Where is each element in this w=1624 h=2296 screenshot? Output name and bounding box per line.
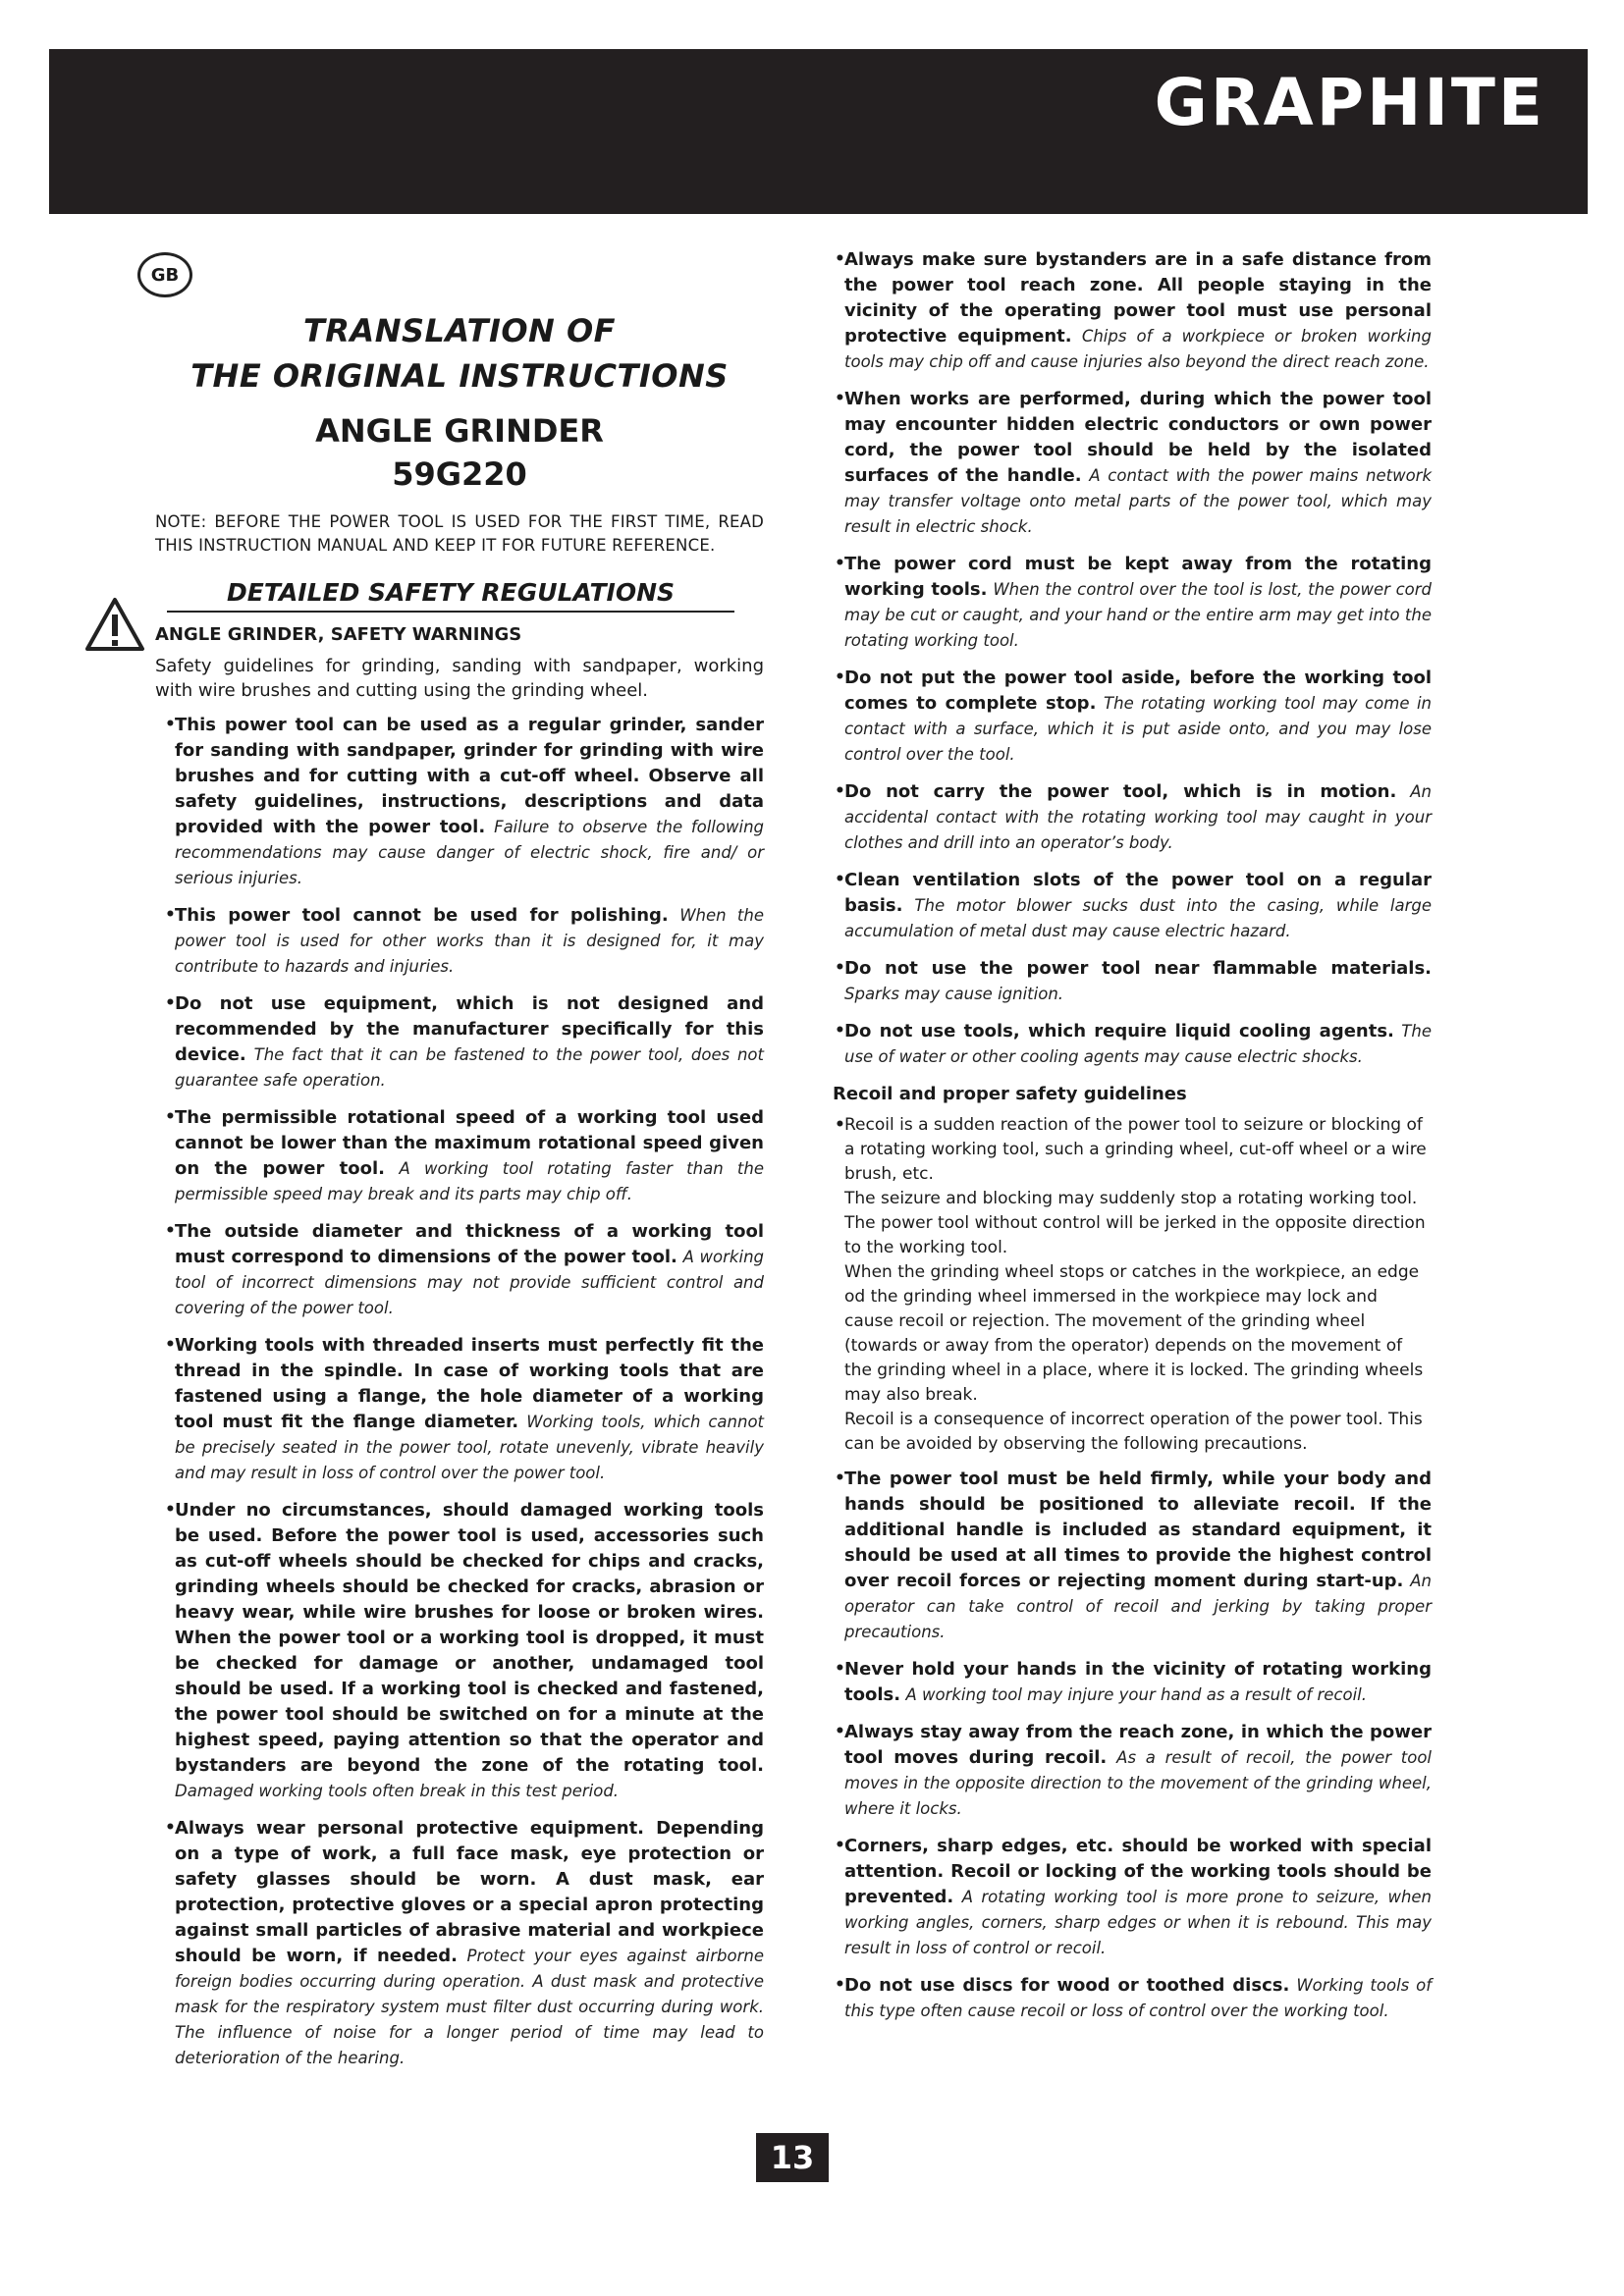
list-item: • Do not put the power tool aside, before the working tool comes to complete stop. The rotating working tool may come in contact with a surface, which it is put aside onto, and you may lose control over the tool. [844, 666, 1432, 768]
list-item: • This power tool can be used as a regular grinder, sander for sanding with sandpaper, grinder for grinding with wire brushes and for cutting with a cut-off wheel. Observe all safety guidelines, instructions, descriptions and data provided with the power tool. Failure to observe the following recommendations may cause danger of electric shock, fire and/ or serious injuries. [175, 713, 764, 891]
list-item: • When works are performed, during which the power tool may encounter hidden electric conductors or own power cord, the power tool should be held by the isolated surfaces of the handle. A contact with the power mains network may transfer voltage onto metal parts of the power tool, which may result in electric shock. [844, 387, 1432, 540]
list-item: • The power cord must be kept away from the rotating working tools. When the control over the tool is lost, the power cord may be cut or caught, and your hand or the entire arm may get into the rotating working tool. [844, 552, 1432, 654]
brand-logo: GRAPHITE [1154, 65, 1545, 140]
section-title: DETAILED SAFETY REGULATIONS [167, 577, 734, 613]
title-line-1: TRANSLATION OF [302, 312, 617, 349]
list-item: • Do not use equipment, which is not designed and recommended by the manufacturer specifically for this device. The fact that it can be fastened to the power tool, does not guarantee safe operation. [175, 991, 764, 1094]
list-item: • The power tool must be held firmly, while your body and hands should be positioned to alleviate recoil. If the additional handle is included as standard equipment, it should be used at all times to provide the highest control over recoil forces or rejecting moment during start-up. An operator can take control of recoil and jerking by taking proper precautions. [844, 1467, 1432, 1645]
list-item: • This power tool cannot be used for polishing. When the power tool is used for other works than it is designed for, it may contribute to hazards and injuries. [175, 903, 764, 980]
intro-paragraph: Safety guidelines for grinding, sanding with sandpaper, working with wire brushes and cutting using the grinding wheel. [155, 656, 764, 701]
page-number: 13 [756, 2133, 829, 2182]
list-item: • Always stay away from the reach zone, in which the power tool moves during recoil. As a result of recoil, the power tool moves in the opposite direction to the movement of the grinding wheel, where it locks. [844, 1720, 1432, 1822]
right-safety-list [844, 247, 1432, 1070]
warnings-subheading: ANGLE GRINDER, SAFETY WARNINGS [155, 624, 522, 645]
list-item: • Under no circumstances, should damaged working tools be used. Before the power tool is used, accessories such as cut-off wheels should be checked for chips and cracks, grinding wheels should be checked for cracks, abrasion or heavy wear, while wire brushes for loose or broken wires. When the power tool or a working tool is dropped, it must be checked for damage or another, undamaged tool should be used. If a working tool is checked and fastened, the power tool should be switched on for a minute at the highest speed, paying attention so that the operator and bystanders are beyond the zone of the rotating tool. Damaged working tools often break in this test period. [175, 1498, 764, 1804]
recoil-description [844, 1113, 1432, 1457]
warning-triangle-icon [84, 597, 145, 652]
list-item: • Working tools with threaded inserts must perfectly fit the thread in the spindle. In case of working tools that are fastened using a flange, the hole diameter of a working tool must fit the flange diameter. Working tools, which cannot be precisely seated in the power tool, rotate unevenly, vibrate heavily and may result in loss of control over the power tool. [175, 1333, 764, 1486]
list-item: • Never hold your hands in the vicinity of rotating working tools. A working tool may injure your hand as a result of recoil. [844, 1657, 1432, 1708]
title-line-2: THE ORIGINAL INSTRUCTIONS [190, 357, 729, 395]
document-title [155, 308, 764, 399]
language-badge: GB [137, 252, 192, 297]
model-number: 59G220 [392, 455, 527, 493]
recoil-heading: Recoil and proper safety guidelines [833, 1084, 1187, 1104]
recoil-paragraph: The seizure and blocking may suddenly stop a rotating working tool. The power tool without control will be jerked in the opposite direction to the working tool. [844, 1189, 1426, 1257]
list-item: • Clean ventilation slots of the power tool on a regular basis. The motor blower sucks dust into the casing, while large accumulation of metal dust may cause electric hazard. [844, 868, 1432, 944]
product-name: ANGLE GRINDER [315, 412, 604, 450]
left-safety-list [175, 713, 764, 2071]
warning-row [155, 622, 764, 648]
first-use-note: NOTE: BEFORE THE POWER TOOL IS USED FOR THE FIRST TIME, READ THIS INSTRUCTION MANUAL AND KEEP IT FOR FUTURE REFERENCE. [155, 512, 764, 555]
recoil-paragraph: Recoil is a consequence of incorrect operation of the power tool. This can be avoided by observing the following precautions. [844, 1410, 1423, 1454]
list-item: • The outside diameter and thickness of a working tool must correspond to dimensions of the power tool. A working tool of incorrect dimensions may not provide sufficient control and covering of the power tool. [175, 1219, 764, 1321]
list-item: • Always wear personal protective equipment. Depending on a type of work, a full face mask, eye protection or safety glasses should be worn. A dust mask, ear protection, protective gloves or a special apron protecting against small particles of abrasive material and workpiece should be worn, if needed. Protect your eyes against airborne foreign bodies occurring during operation. A dust mask and protective mask for the respiratory system must filter dust occurring during work. The influence of noise for a longer period of time may lead to deterioration of the hearing. [175, 1816, 764, 2071]
list-item: • Always make sure bystanders are in a safe distance from the power tool reach zone. All people staying in the vicinity of the operating power tool must use personal protective equipment. Chips of a workpiece or broken working tools may chip off and cause injuries also beyond the direct reach zone. [844, 247, 1432, 375]
list-item: • Do not use the power tool near flammable materials. Sparks may cause ignition. [844, 956, 1432, 1007]
list-item: • Corners, sharp edges, etc. should be worked with special attention. Recoil or locking of the working tools should be prevented. A rotating working tool is more prone to seizure, when working angles, corners, sharp edges or when it is rebound. This may result in loss of control or recoil. [844, 1834, 1432, 1961]
list-item: • The permissible rotational speed of a working tool used cannot be lower than the maximum rotational speed given on the power tool. A working tool rotating faster than the permissible speed may break and its parts may chip off. [175, 1105, 764, 1207]
right-column [833, 247, 1432, 2036]
list-item: • Do not carry the power tool, which is in motion. An accidental contact with the rotating working tool may caught in your clothes and drill into an operator’s body. [844, 779, 1432, 856]
recoil-paragraph: When the grinding wheel stops or catches in the workpiece, an edge od the grinding wheel immersed in the workpiece may lock and cause recoil or rejection. The movement of the grinding wheel (towards or away from the operator) depends on the movement of the grinding wheel in a place, where it is locked. The grinding wheels may also break. [844, 1262, 1424, 1405]
list-item: • Do not use discs for wood or toothed discs. Working tools of this type often cause recoil or loss of control over the working tool. [844, 1973, 1432, 2024]
recoil-paragraph: Recoil is a sudden reaction of the power tool to seizure or blocking of a rotating working tool, such a grinding wheel, cut-off wheel or a wire brush, etc. [844, 1115, 1427, 1184]
recoil-safety-list [844, 1467, 1432, 2024]
left-column [155, 247, 764, 2083]
list-item: • Do not use tools, which require liquid cooling agents. The use of water or other cooling agents may cause electric shocks. [844, 1019, 1432, 1070]
